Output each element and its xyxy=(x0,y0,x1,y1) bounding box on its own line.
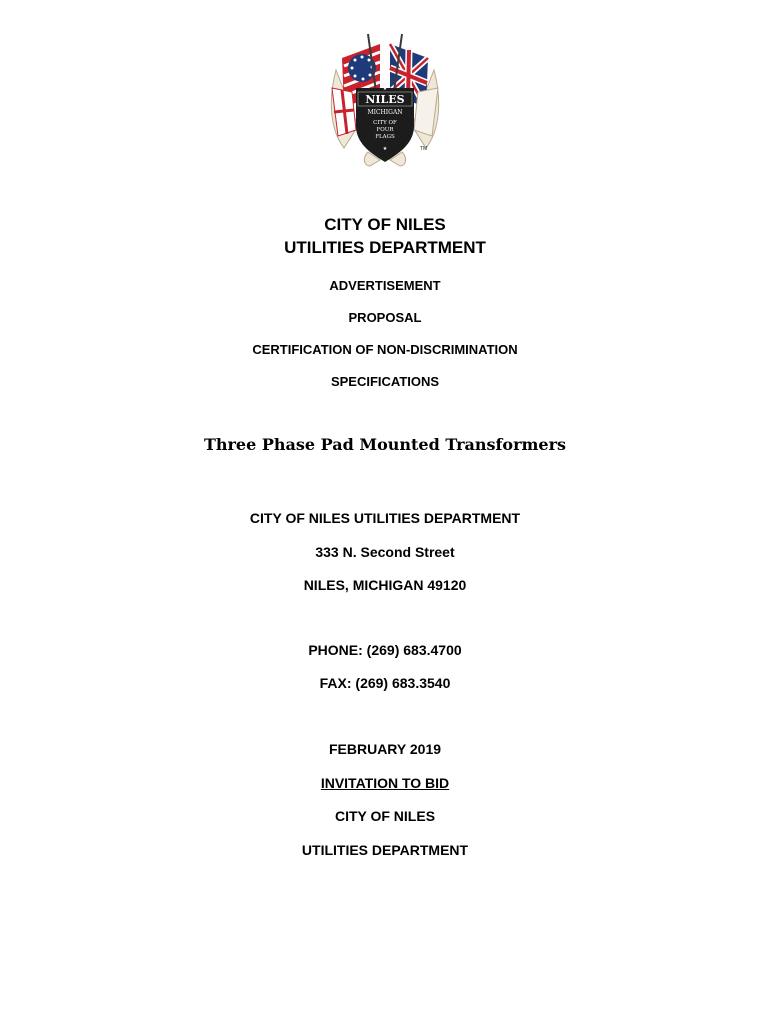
contact-phone: PHONE: (269) 683.4700 xyxy=(308,642,462,658)
logo-trademark: TM xyxy=(420,146,428,152)
footer-department: UTILITIES DEPARTMENT xyxy=(301,842,469,858)
address-city: NILES, MICHIGAN 49120 xyxy=(303,577,467,593)
footer-city: CITY OF NILES xyxy=(334,808,436,824)
logo-motto-line1: CITY OF xyxy=(373,120,397,126)
section-advertisement: ADVERTISEMENT xyxy=(329,278,441,293)
city-of-niles-logo xyxy=(322,30,448,170)
logo-state-text: MICHIGAN xyxy=(367,109,403,116)
logo-star-icon-bottom: ★ xyxy=(382,146,388,152)
logo-motto-line3: FLAGS xyxy=(375,134,395,140)
header-department: UTILITIES DEPARTMENT xyxy=(284,238,486,257)
section-specifications: SPECIFICATIONS xyxy=(330,374,440,389)
document-date: FEBRUARY 2019 xyxy=(328,741,442,757)
address-street: 333 N. Second Street xyxy=(315,544,455,560)
logo-name-text: NILES xyxy=(365,93,405,106)
contact-fax: FAX: (269) 683.3540 xyxy=(319,675,451,691)
invitation-to-bid: INVITATION TO BID xyxy=(320,775,450,791)
header-city: CITY OF NILES xyxy=(324,215,446,234)
logo-star-icon: ★ xyxy=(382,86,388,92)
section-certification: CERTIFICATION OF NON-DISCRIMINATION xyxy=(252,342,518,357)
logo-motto-line2: FOUR xyxy=(376,127,394,133)
section-proposal: PROPOSAL xyxy=(348,310,422,325)
address-organization: CITY OF NILES UTILITIES DEPARTMENT xyxy=(249,510,521,526)
project-title: Three Phase Pad Mounted Transformers xyxy=(203,435,567,454)
